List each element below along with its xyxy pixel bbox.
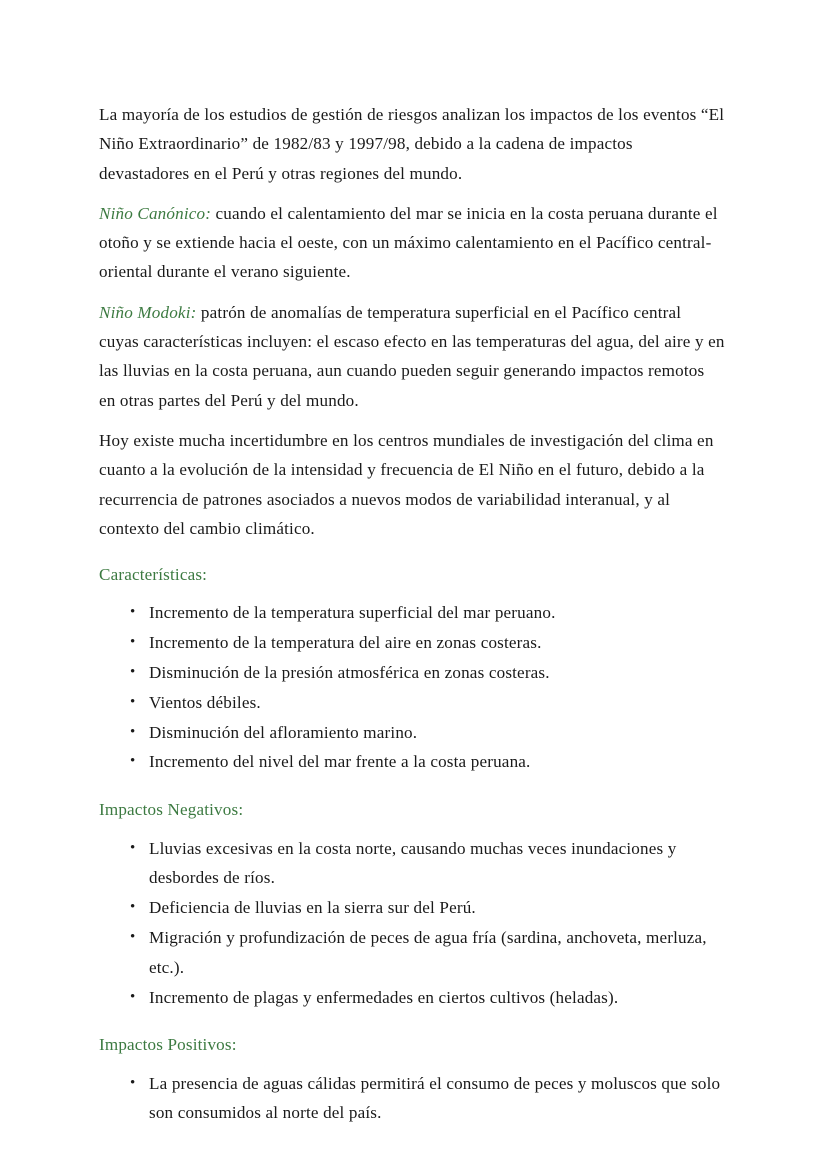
list-item: • Incremento del nivel del mar frente a la costa peruana. [99, 747, 725, 777]
paragraph-nino-canonico [99, 199, 725, 287]
document-body [99, 100, 725, 1128]
list-item: • Incremento de la temperatura del aire en zonas costeras. [99, 628, 725, 658]
list-item: • Disminución de la presión atmosférica en zonas costeras. [99, 658, 725, 688]
paragraph-incertidumbre: Hoy existe mucha incertidumbre en los centros mundiales de investigación del clima en cuanto a la evolución de la intensidad y frecuencia de El Niño en el futuro, debido a la recurrencia de patrones asociados a nuevos modos de variabilidad interanual, y al contexto del cambio climático. [99, 430, 714, 538]
term-nino-modoki: Niño Modoki: [99, 302, 197, 322]
list-item: • Migración y profundización de peces de agua fría (sardina, anchoveta, merluza, etc.). [99, 923, 725, 983]
list-item: • Deficiencia de lluvias en la sierra sur del Perú. [99, 893, 725, 923]
list-item: • Lluvias excesivas en la costa norte, causando muchas veces inundaciones y desbordes de ríos. [99, 834, 725, 894]
heading-impactos-negativos: Impactos Negativos: [99, 800, 244, 820]
definition-nino-canonico: cuando el calentamiento del mar se inicia en la costa peruana durante el otoño y se extiende hacia el oeste, con un máximo calentamiento en el Pacífico central-oriental durante el verano siguiente. [99, 203, 718, 282]
list-item: • Incremento de la temperatura superficial del mar peruano. [99, 598, 725, 628]
list-item: • Incremento de plagas y enfermedades en ciertos cultivos (heladas). [99, 983, 725, 1013]
paragraph-nino-modoki [99, 298, 725, 415]
paragraph-intro: La mayoría de los estudios de gestión de riesgos analizan los impactos de los eventos “El Niño Extraordinario” de 1982/83 y 1997/98, debido a la cadena de impactos devastadores en el Perú y otras regiones del mundo. [99, 105, 725, 183]
list-impactos-negativos [99, 834, 725, 1013]
definition-nino-modoki: patrón de anomalías de temperatura superficial en el Pacífico central cuyas características incluyen: el escaso efecto en las temperaturas del agua, del aire y en las lluvias en la costa peruana, aun cuando pueden seguir generando impactos remotos en otras partes del Perú y del mundo. [99, 302, 725, 410]
heading-impactos-positivos: Impactos Positivos: [99, 1035, 237, 1055]
list-item: • Disminución del afloramiento marino. [99, 718, 725, 748]
list-caracteristicas [99, 598, 725, 777]
list-item: • La presencia de aguas cálidas permitirá el consumo de peces y moluscos que solo son consumidos al norte del país. [99, 1069, 725, 1129]
list-impactos-positivos [99, 1069, 725, 1129]
list-item: • Vientos débiles. [99, 688, 725, 718]
heading-caracteristicas: Características: [99, 565, 208, 585]
term-nino-canonico: Niño Canónico: [99, 203, 212, 223]
